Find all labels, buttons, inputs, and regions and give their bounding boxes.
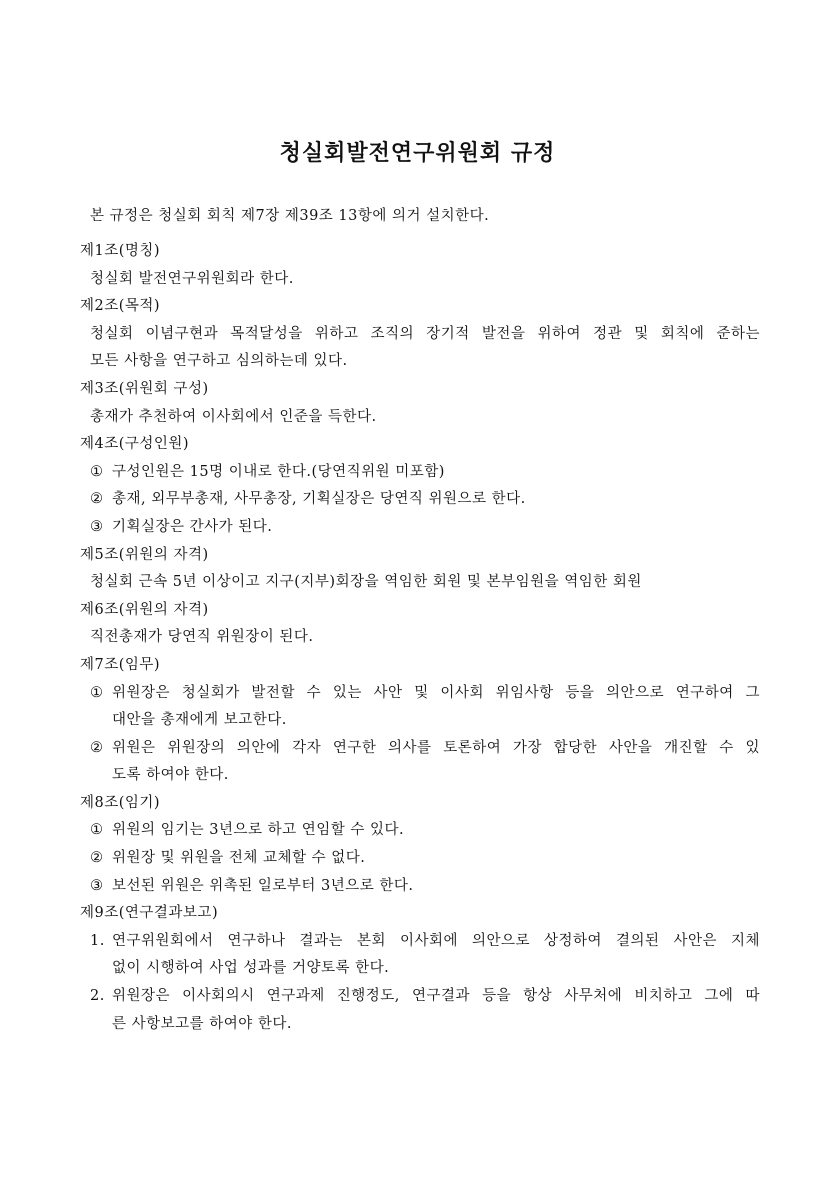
list-item bbox=[80, 514, 760, 542]
article-heading: 제4조(구성인원) bbox=[80, 436, 190, 453]
list-item-continuation: 른 사항보고를 하여야 한다. bbox=[112, 1015, 293, 1032]
list-item-marker: 2. bbox=[90, 988, 105, 1005]
article bbox=[80, 293, 760, 376]
article-text: 청실회 발전연구위원회라 한다. bbox=[90, 270, 294, 287]
list-item-text: 위원의 임기는 3년으로 하고 연임할 수 있다. bbox=[112, 822, 405, 839]
list-item-continuation: 없이 시행하여 사업 성과를 거양토록 한다. bbox=[112, 960, 390, 977]
list-item-text: 구성인원은 15명 이내로 한다.(당연직위원 미포함) bbox=[112, 463, 445, 480]
list-item-text: 위원장은 이사회의시 연구과제 진행정도, 연구결과 등을 항상 사무처에 비치하고 그에 따 bbox=[112, 988, 760, 1005]
article bbox=[80, 542, 760, 597]
article bbox=[80, 376, 760, 431]
list-item bbox=[80, 928, 760, 956]
article-heading: 제1조(명칭) bbox=[80, 243, 161, 259]
list-item-text: 총재, 외무부총재, 사무총장, 기획실장은 당연직 위원으로 한다. bbox=[112, 491, 526, 508]
list-item bbox=[80, 486, 760, 514]
list-item bbox=[80, 817, 760, 845]
article bbox=[80, 790, 760, 900]
article bbox=[80, 238, 760, 293]
list-item-marker: ② bbox=[90, 739, 104, 756]
article-text: 직전총재가 당연직 위원장이 된다. bbox=[90, 629, 314, 646]
article bbox=[80, 597, 760, 652]
list-item bbox=[80, 873, 760, 901]
article bbox=[80, 900, 760, 1038]
list-item-marker: ② bbox=[90, 850, 104, 867]
list-item bbox=[80, 845, 760, 873]
article-heading: 제2조(목적) bbox=[80, 298, 161, 315]
intro-text: 본 규정은 청실회 회칙 제7장 제39조 13항에 의거 설치한다. bbox=[90, 208, 490, 224]
article-heading: 제7조(임무) bbox=[80, 656, 161, 673]
list-item-continuation: 대안을 총재에게 보고한다. bbox=[112, 712, 287, 729]
article bbox=[80, 652, 760, 790]
article-text: 총재가 추천하여 이사회에서 인준을 득한다. bbox=[90, 408, 377, 425]
article-text: 청실회 근속 5년 이상이고 지구(지부)회장을 역임한 회원 및 본부임원을 역임한 회원 bbox=[90, 574, 642, 591]
article-text: 청실회 이념구현과 목적달성을 위하고 조직의 장기적 발전을 위하여 정관 및 회칙에 준하는 bbox=[90, 325, 760, 342]
list-item bbox=[80, 680, 760, 708]
list-item-marker: 1. bbox=[90, 932, 105, 949]
list-item-text: 위원장 및 위원을 전체 교체할 수 없다. bbox=[112, 850, 366, 867]
article-heading: 제9조(연구결과보고) bbox=[80, 905, 219, 922]
list-item bbox=[80, 735, 760, 763]
document-title: 청실회발전연구위원회 규정 bbox=[279, 140, 556, 166]
list-item-marker: ① bbox=[90, 463, 104, 480]
article-heading: 제3조(위원회 구성) bbox=[80, 380, 209, 397]
article-heading: 제6조(위원의 자격) bbox=[80, 601, 209, 618]
list-item-text: 보선된 위원은 위촉된 일로부터 3년으로 한다. bbox=[112, 877, 414, 894]
document-body bbox=[80, 238, 760, 1038]
article-heading: 제5조(위원의 자격) bbox=[80, 546, 209, 563]
list-item-marker: ③ bbox=[90, 877, 104, 894]
list-item-text: 기획실장은 간사가 된다. bbox=[112, 518, 273, 535]
list-item-marker: ① bbox=[90, 684, 104, 701]
list-item-text: 위원은 위원장의 의안에 각자 연구한 의사를 토론하여 가장 합당한 사안을 개진할 수 있 bbox=[112, 739, 760, 756]
list-item-continuation: 도록 하여야 한다. bbox=[112, 767, 229, 784]
list-item-marker: ② bbox=[90, 491, 104, 508]
list-item bbox=[80, 983, 760, 1011]
list-item-marker: ① bbox=[90, 822, 104, 839]
list-item-marker: ③ bbox=[90, 518, 104, 535]
list-item-text: 연구위원회에서 연구하나 결과는 본회 이사회에 의안으로 상정하여 결의된 사안은 지체 bbox=[112, 932, 760, 949]
article bbox=[80, 431, 760, 541]
article-text: 모든 사항을 연구하고 심의하는데 있다. bbox=[90, 353, 348, 370]
list-item-text: 위원장은 청실회가 발전할 수 있는 사안 및 이사회 위임사항 등을 의안으로 연구하여 그 bbox=[112, 684, 760, 701]
article-heading: 제8조(임기) bbox=[80, 794, 161, 811]
list-item bbox=[80, 459, 760, 487]
